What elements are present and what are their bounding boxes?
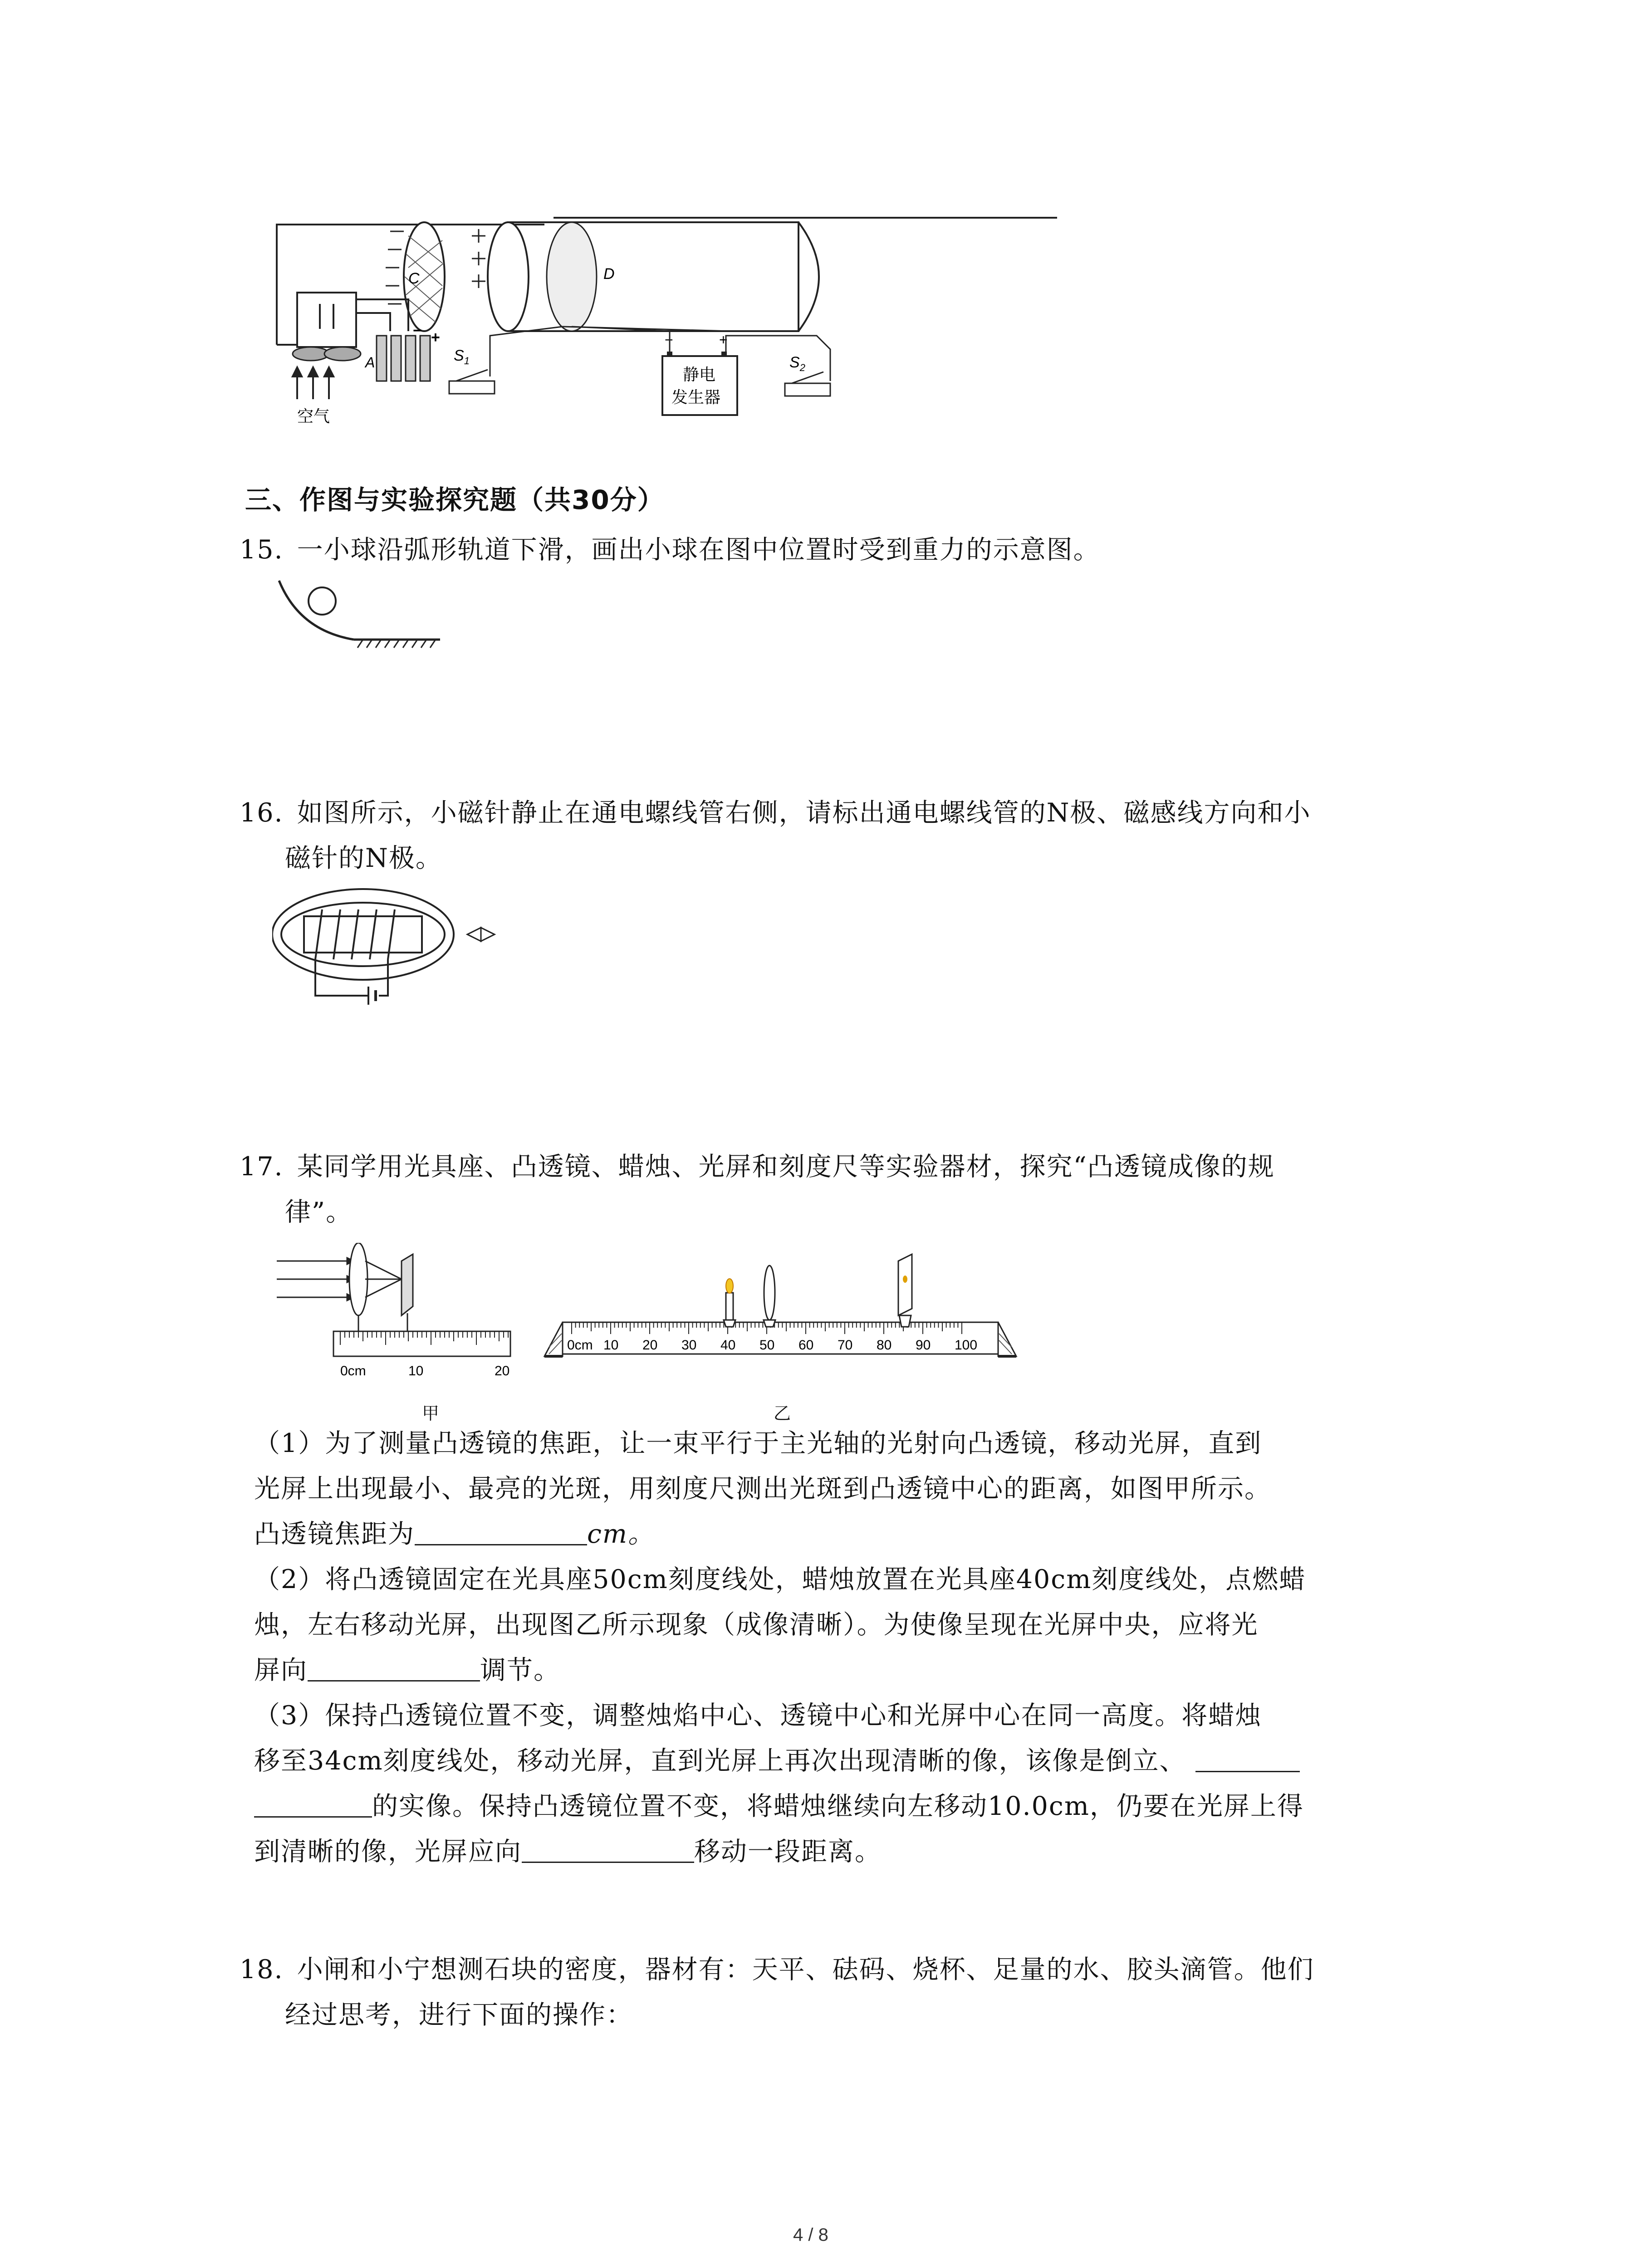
jia-tick-10: 10 (408, 1364, 424, 1378)
label-s1: $S_1$ (454, 347, 470, 367)
generator-label-1: 静电 (683, 365, 716, 384)
q17-p3-line2: 移至34cm刻度线处，移动光屏，直到光屏上再次出现清晰的像，该像是倒立、 (254, 1737, 1300, 1784)
air-label: 空气 (297, 407, 330, 425)
q17-p1-line1: （1）为了测量凸透镜的焦距，让一束平行于主光轴的光射向凸透镜，移动光屏，直到 (254, 1428, 1262, 1458)
q17-p3-line4: 到清晰的像，光屏应向 移动一段距离。 (254, 1828, 882, 1875)
section-heading: 三、作图与实验探究题（共30分） (245, 484, 665, 515)
q17-p1-line2: 光屏上出现最小、最亮的光斑，用刻度尺测出光斑到凸透镜中心的距离，如图甲所示。 (254, 1474, 1271, 1504)
yi-tick-label: 90 (916, 1338, 931, 1353)
q15-text (240, 526, 1100, 573)
q15-number: 15. (240, 535, 284, 565)
focal-length-blank[interactable] (415, 1518, 587, 1545)
q15-body: 一小球沿弧形轨道下滑，画出小球在图中位置时受到重力的示意图。 (297, 535, 1100, 565)
optical-bench (535, 1243, 1025, 1397)
q18-text-1: 18. 小闸和小宁想测石块的密度，器材有：天平、砝码、烧杯、足量的水、胶头滴管。他们 (240, 1955, 1314, 1984)
yi-tick-label: 20 (642, 1338, 658, 1353)
q15-figure (272, 576, 445, 658)
page-number: 4 / 8 (793, 2225, 828, 2245)
label-a: A (365, 354, 375, 371)
ball (309, 587, 336, 615)
q18-text-2: 经过思考，进行下面的操作： (285, 2000, 633, 2030)
image-size-blank-b[interactable] (254, 1790, 372, 1818)
q17-p2-line1: （2）将凸透镜固定在光具座50cm刻度线处，蜡烛放置在光具座40cm刻度线处，点燃蜡 (254, 1564, 1306, 1594)
screen-direction-blank[interactable] (308, 1654, 480, 1681)
q17-number: 17. (240, 1152, 284, 1182)
q17-p2-line2: 烛，左右移动光屏，出现图乙所示现象（成像清晰）。为使像呈现在光屏中央，应将光 (254, 1610, 1259, 1640)
q16-text-1: 16. 如图所示，小磁针静止在通电螺线管右侧，请标出通电螺线管的N极、磁感线方向和小 (240, 798, 1311, 828)
yi-tick-label: 100 (955, 1338, 978, 1353)
label-c: C (408, 270, 420, 287)
focal-length-setup (272, 1243, 517, 1397)
fig-jia (272, 1243, 517, 1397)
q17-text-2: 律”。 (285, 1197, 353, 1227)
solenoid-diagram (272, 885, 508, 1012)
yi-tick-label: 10 (603, 1338, 619, 1353)
generator-minus: − (665, 332, 673, 348)
q17-text-1: 17. 某同学用光具座、凸透镜、蜡烛、光屏和刻度尺等实验器材，探究“凸透镜成像的规 (240, 1152, 1275, 1182)
q17-p2-line3: 屏向 调节。 (254, 1647, 560, 1694)
yi-tick-label: 40 (720, 1338, 736, 1353)
fig-yi-label: 乙 (774, 1404, 791, 1423)
q16-text-2: 磁针的N极。 (285, 843, 442, 873)
jia-ruler-zero: 0cm (340, 1364, 366, 1378)
yi-tick-label: 80 (877, 1338, 892, 1353)
yi-ruler-zero: 0cm (567, 1338, 593, 1353)
jia-tick-20: 20 (495, 1364, 510, 1378)
fig-yi (535, 1243, 1025, 1397)
yi-tick-label: 50 (759, 1338, 775, 1353)
image-size-blank-a[interactable] (1195, 1745, 1300, 1772)
q16-figure (272, 885, 508, 1012)
precipitator-circuit-diagram (272, 200, 1071, 435)
yi-tick-label: 30 (681, 1338, 697, 1353)
label-d: D (603, 265, 615, 283)
yi-tick-label: 60 (798, 1338, 814, 1353)
q17-p1-line3: 凸透镜焦距为 cm。 (254, 1510, 655, 1558)
curved-track-ball (272, 576, 445, 658)
q18-number: 18. (240, 1955, 284, 1984)
screen-move-blank[interactable] (522, 1835, 694, 1863)
magnetic-needle (467, 928, 495, 941)
battery-plus: + (431, 329, 440, 346)
generator-plus: + (719, 332, 728, 348)
label-s2: $S_2$ (789, 354, 805, 373)
q14-figure (272, 200, 1071, 435)
generator-label-2: 发生器 (671, 388, 721, 406)
yi-tick-label: 70 (838, 1338, 853, 1353)
fig-jia-label: 甲 (422, 1404, 440, 1423)
q17-p3-line3: 的实像。保持凸透镜位置不变，将蜡烛继续向左移动10.0cm，仍要在光屏上得 (254, 1783, 1304, 1830)
q17-p3-line1: （3）保持凸透镜位置不变，调整烛焰中心、透镜中心和光屏中心在同一高度。将蜡烛 (254, 1701, 1262, 1730)
battery-minus: − (413, 322, 422, 339)
q16-number: 16. (240, 798, 284, 828)
